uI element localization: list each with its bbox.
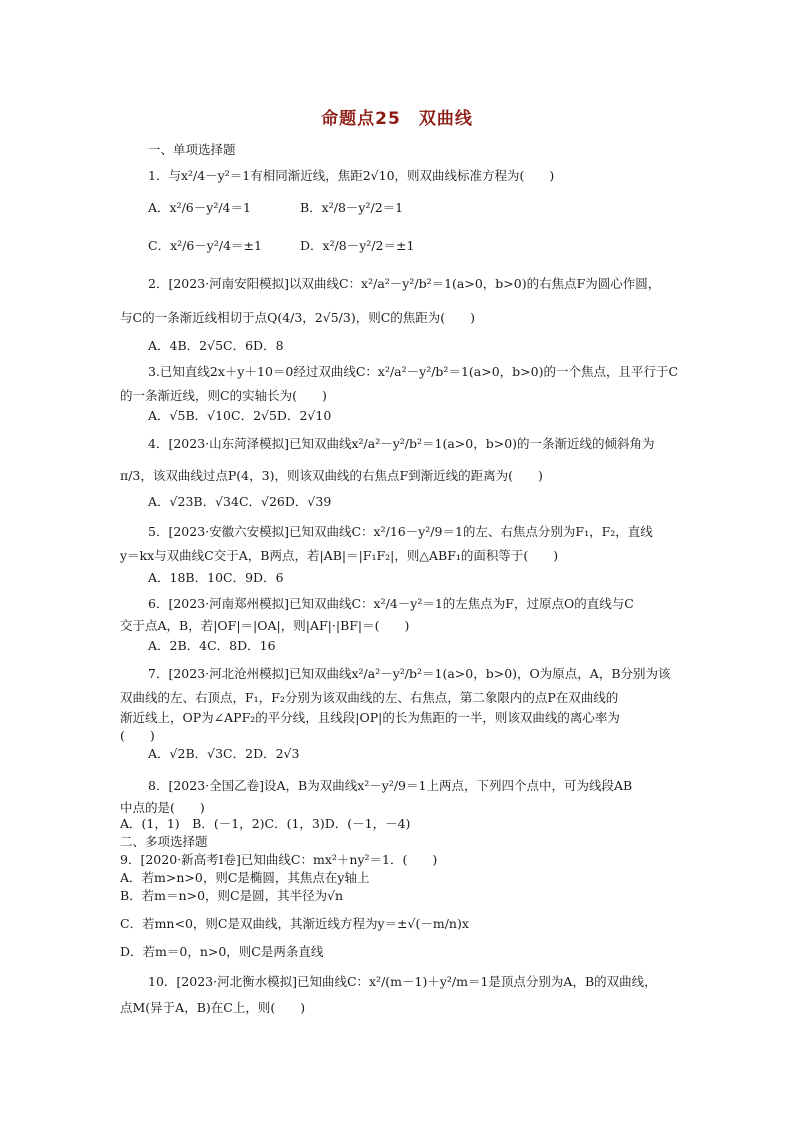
q1-option-c: C．x²/6－y²/4＝±1 xyxy=(148,238,262,253)
q2-options: A．4B．2√5C．6D．8 xyxy=(148,338,284,353)
q7-options: A．√2B．√3C．2D．2√3 xyxy=(148,746,300,761)
section-single-choice: 一、单项选择题 xyxy=(148,142,236,157)
q9-option-b: B．若m＝n>0，则C是圆，其半径为√n xyxy=(120,888,344,903)
section-multi-choice: 二、多项选择题 xyxy=(120,834,208,849)
q3-line1: 3.已知直线2x＋y＋10＝0经过双曲线C：x²/a²－y²/b²＝1(a>0，b>0)的一个焦点，且平行于C xyxy=(148,364,679,379)
q1-stem: 1．与x²/4－y²＝1有相同渐近线，焦距2√10，则双曲线标准方程为( ) xyxy=(148,168,555,183)
q10-line2: 点M(异于A，B)在C上，则( ) xyxy=(120,1000,306,1015)
q8-line2: 中点的是( ) xyxy=(120,800,205,815)
q4-line2: π/3，该双曲线过点P(4，3)，则该双曲线的右焦点F到渐近线的距离为( ) xyxy=(120,468,543,483)
q1-option-d: D．x²/8－y²/2＝±1 xyxy=(300,238,415,253)
page-title: 命题点25 双曲线 xyxy=(321,109,473,129)
q3-options: A．√5B．√10C．2√5D．2√10 xyxy=(148,408,332,423)
q7-line1: 7．[2023·河北沧州模拟]已知双曲线x²/a²－y²/b²＝1(a>0，b>0)，O为原点，A，B分别为该 xyxy=(148,666,671,681)
q9-stem: 9．[2020·新高考Ⅰ卷]已知曲线C：mx²＋ny²＝1．( ) xyxy=(120,852,438,867)
q5-line1: 5．[2023·安徽六安模拟]已知双曲线C：x²/16－y²/9＝1的左、右焦点分别为F₁，F₂，直线 xyxy=(148,524,653,539)
q6-line1: 6．[2023·河南郑州模拟]已知双曲线C：x²/4－y²＝1的左焦点为F，过原点O的直线与C xyxy=(148,596,634,611)
q7-line2: 双曲线的左、右顶点，F₁，F₂分别为该双曲线的左、右焦点，第二象限内的点P在双曲线的 xyxy=(120,690,619,705)
q8-options: A．(1，1) B．(－1，2)C．(1，3)D．(－1，－4) xyxy=(120,816,411,831)
q1-option-b: B．x²/8－y²/2＝1 xyxy=(300,200,404,215)
q9-option-a: A．若m>n>0，则C是椭圆，其焦点在y轴上 xyxy=(120,870,370,885)
q2-line1: 2．[2023·河南安阳模拟]以双曲线C：x²/a²－y²/b²＝1(a>0，b>0)的右焦点F为圆心作圆， xyxy=(148,276,661,291)
q9-option-d: D．若m＝0，n>0，则C是两条直线 xyxy=(120,944,324,959)
q2-line2: 与C的一条渐近线相切于点Q(4/3，2√5/3)，则C的焦距为( ) xyxy=(120,310,476,325)
q7-line3: 渐近线上，OP为∠APF₂的平分线，且线段|OP|的长为焦距的一半，则该双曲线的离心率为 xyxy=(120,710,620,725)
q10-line1: 10．[2023·河北衡水模拟]已知曲线C：x²/(m－1)＋y²/m＝1是顶点分别为A，B的双曲线， xyxy=(148,974,657,989)
q4-line1: 4．[2023·山东菏泽模拟]已知双曲线x²/a²－y²/b²＝1(a>0，b>0)的一条渐近线的倾斜角为 xyxy=(148,436,655,451)
q3-line2: 的一条渐近线，则C的实轴长为( ) xyxy=(120,388,327,403)
q6-options: A．2B．4C．8D．16 xyxy=(148,638,276,653)
q9-option-c: C．若mn<0，则C是双曲线，其渐近线方程为y＝±√(－m/n)x xyxy=(120,916,469,931)
q5-line2: y＝kx与双曲线C交于A，B两点，若|AB|＝|F₁F₂|，则△ABF₁的面积等于( ) xyxy=(120,548,559,563)
q1-option-a: A．x²/6－y²/4＝1 xyxy=(148,200,251,215)
q4-options: A．√23B．√34C．√26D．√39 xyxy=(148,494,332,509)
q5-options: A．18B．10C．9D．6 xyxy=(148,570,284,585)
q6-line2: 交于点A，B，若|OF|＝|OA|，则|AF|·|BF|＝( ) xyxy=(120,618,410,633)
q8-line1: 8．[2023·全国乙卷]设A，B为双曲线x²－y²/9＝1上两点，下列四个点中，可为线段AB xyxy=(148,778,633,793)
q7-line4: ( ) xyxy=(120,728,155,743)
